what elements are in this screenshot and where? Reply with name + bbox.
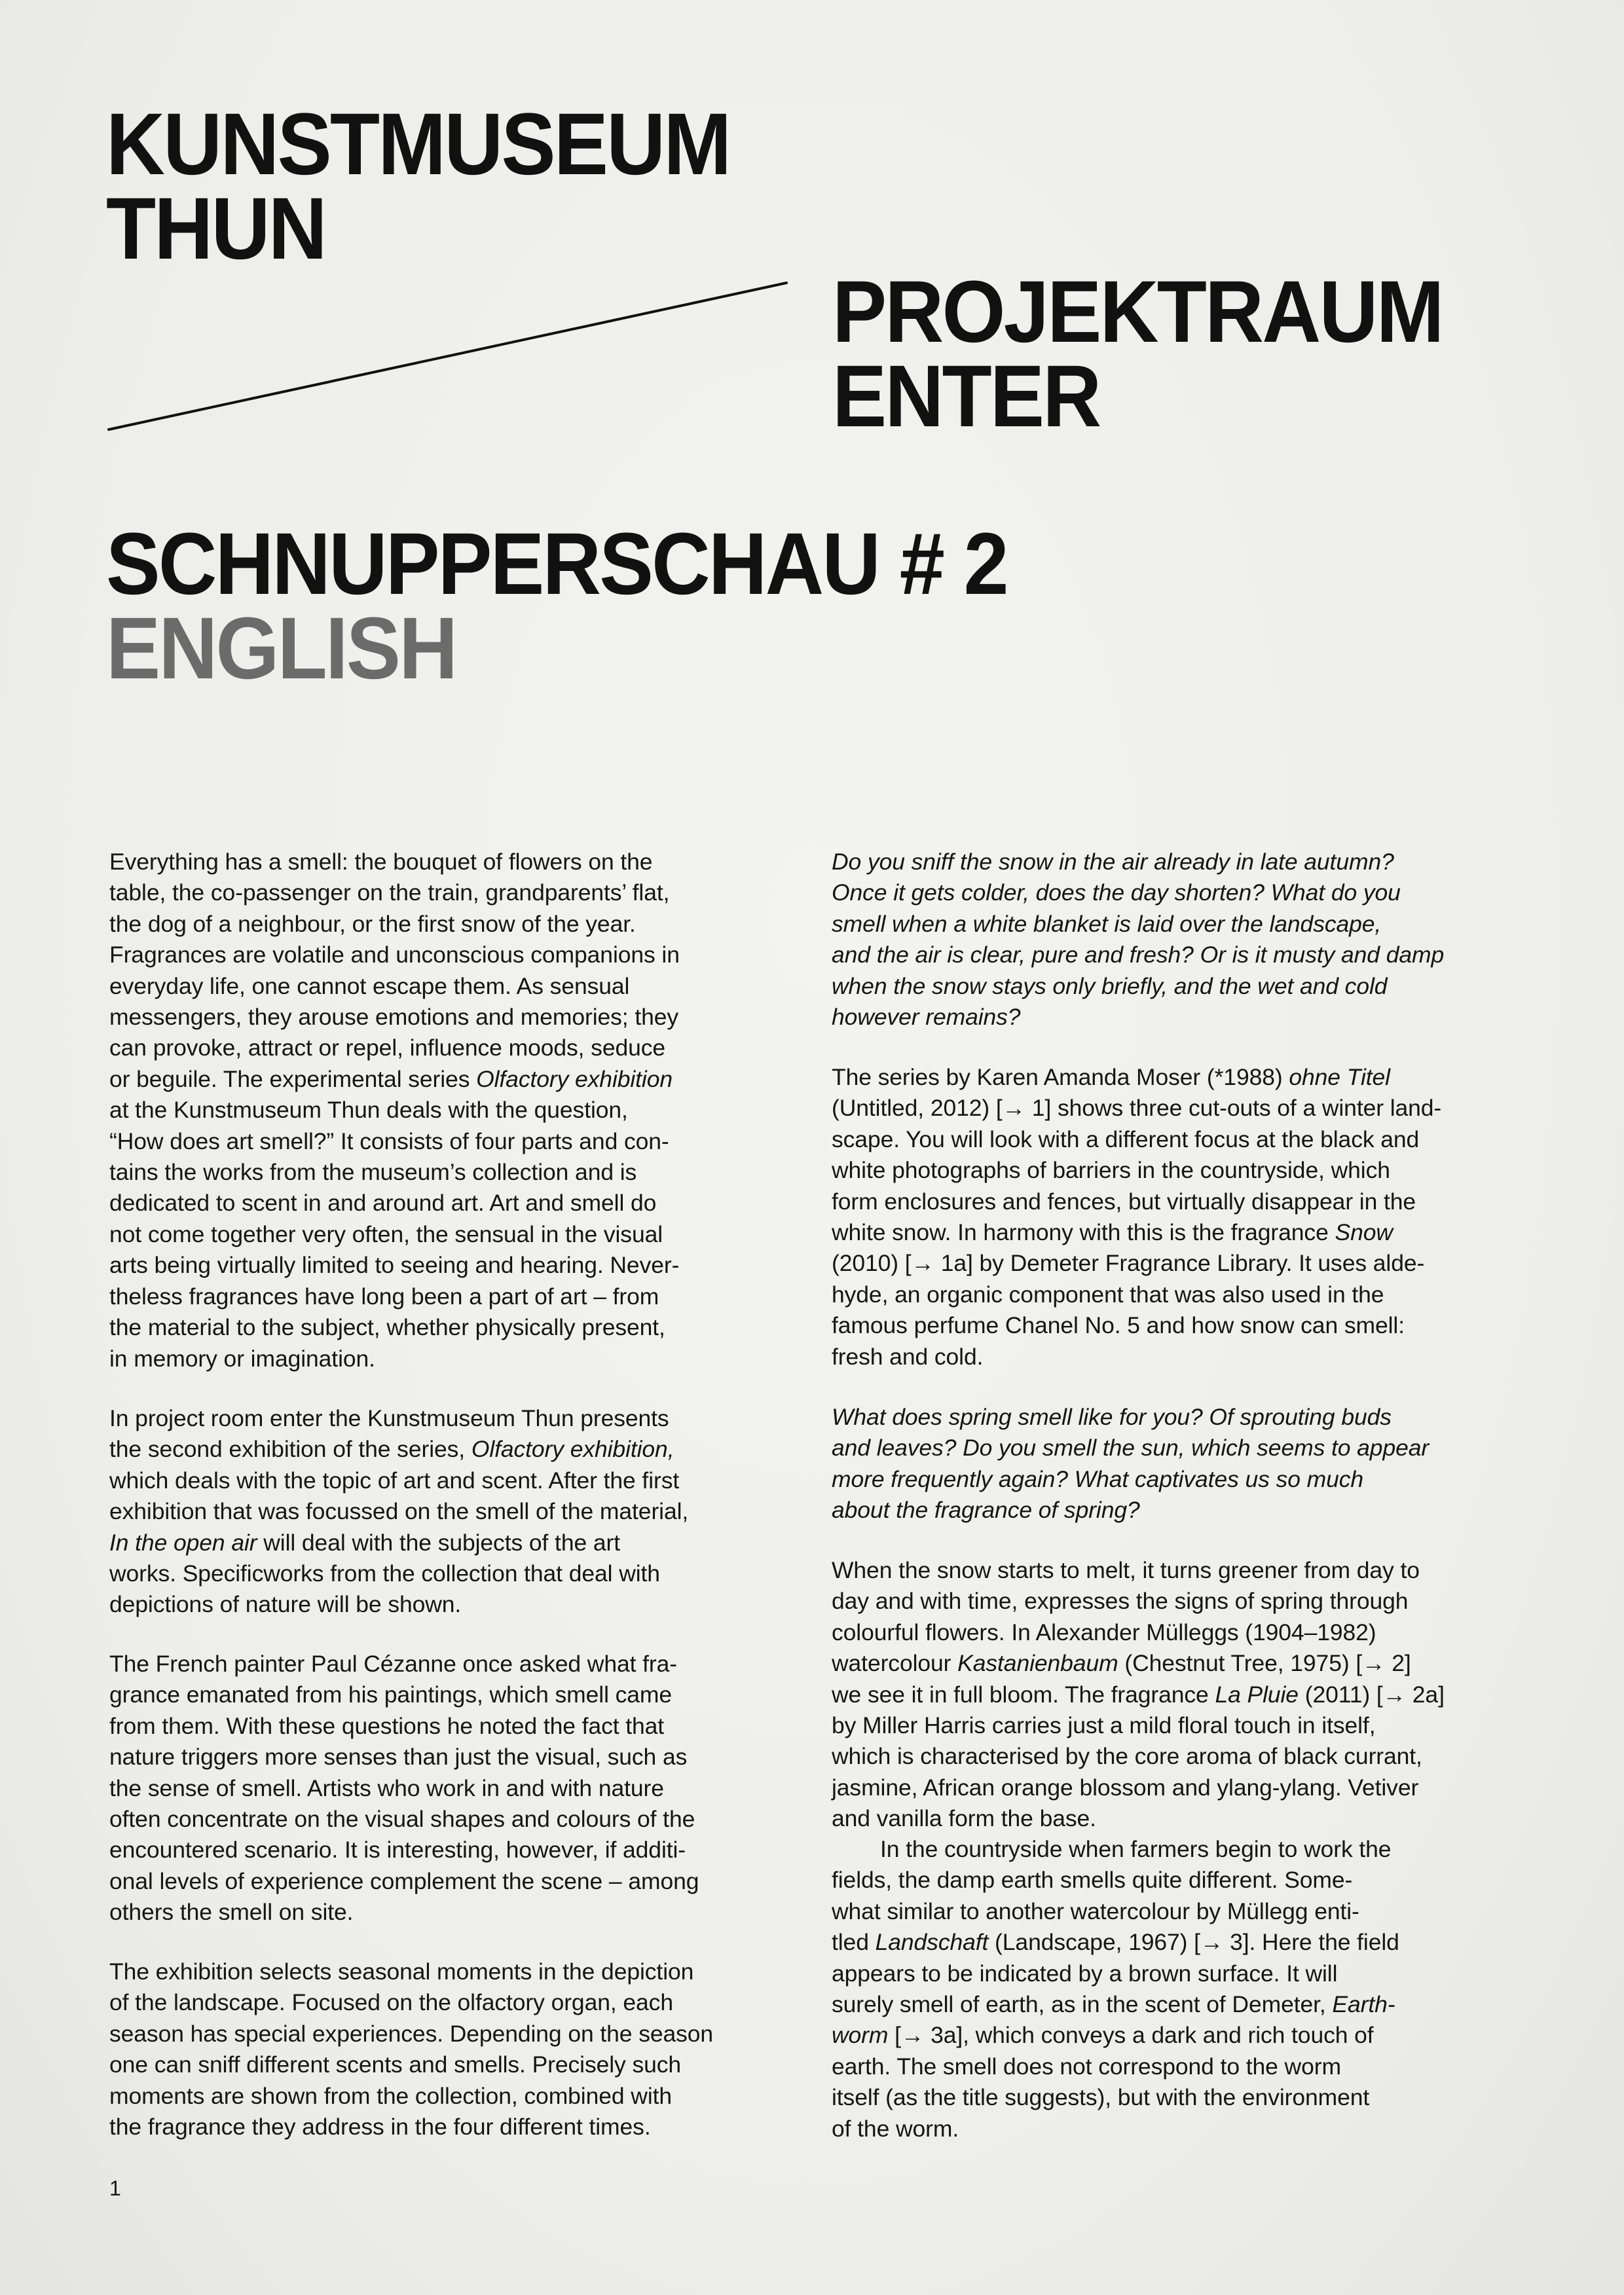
text-line: appears to be indicated by a brown surface. It will xyxy=(832,1960,1338,1987)
text-line: (2010) [→ 1a] by Demeter Fragrance Library. It uses alde- xyxy=(832,1250,1425,1277)
text-line: works. Specificworks from the collection that deal with xyxy=(109,1560,660,1587)
text-line: white snow. In harmony with this is the fragrance Snow xyxy=(832,1219,1393,1246)
text-line: what similar to another watercolour by Müllegg enti- xyxy=(832,1898,1359,1924)
text-line: others the smell on site. xyxy=(109,1899,354,1926)
left-paragraph-3 xyxy=(109,1649,699,1928)
text-line: and leaves? Do you smell the sun, which seems to appear xyxy=(832,1435,1430,1461)
text-line: from them. With these questions he noted the fact that xyxy=(109,1712,665,1739)
left-paragraph-4 xyxy=(109,1956,713,2142)
right-paragraph-4 xyxy=(832,1555,1445,1835)
text-line: moments are shown from the collection, combined with xyxy=(109,2082,673,2109)
text-line: fresh and cold. xyxy=(832,1343,984,1370)
text-line: and vanilla form the base. xyxy=(832,1805,1096,1832)
text-line: season has special experiences. Depending on the season xyxy=(109,2020,714,2047)
right-paragraph-3-spring-questions xyxy=(832,1402,1429,1526)
language-heading: ENGLISH xyxy=(106,600,456,697)
text-line: In the countryside when farmers begin to work the xyxy=(880,1836,1392,1862)
text-line: theless fragrances have long been a part of art – from xyxy=(109,1283,659,1310)
text-line: the second exhibition of the series, Olfactory exhibition, xyxy=(109,1436,674,1463)
museum-name-heading xyxy=(106,96,730,278)
diagonal-line xyxy=(109,283,786,430)
text-line: Once it gets colder, does the day shorten? What do you xyxy=(832,879,1401,906)
text-line: not come together very often, the sensual in the visual xyxy=(109,1221,663,1247)
text-line: the fragrance they address in the four different times. xyxy=(109,2114,651,2140)
italic-title: Olfactory exhibition, xyxy=(471,1436,674,1463)
exhibition-title: SCHNUPPERSCHAU # 2 xyxy=(106,515,1007,613)
text-line: tains the works from the museum’s collection and is xyxy=(109,1159,637,1186)
text-line: white photographs of barriers in the countryside, which xyxy=(832,1157,1390,1184)
museum-name-line-1: KUNSTMUSEUM xyxy=(106,96,730,193)
text-line: of the worm. xyxy=(832,2115,959,2142)
text-line: table, the co-passenger on the train, grandparents’ flat, xyxy=(109,879,670,906)
text-line: In project room enter the Kunstmuseum Thun presents xyxy=(109,1405,669,1431)
text-line: the material to the subject, whether physically present, xyxy=(109,1314,665,1341)
text-line: exhibition that was focussed on the smell of the material, xyxy=(109,1498,689,1525)
text-line: the dog of a neighbour, or the first snow of the year. xyxy=(109,910,636,937)
text-line: arts being virtually limited to seeing and hearing. Never- xyxy=(109,1252,680,1279)
text-line: scape. You will look with a different focus at the black and xyxy=(832,1126,1420,1152)
italic-title: La Pluie xyxy=(1215,1681,1299,1708)
museum-name-line-2: THUN xyxy=(106,180,325,278)
text-line: grance emanated from his paintings, which smell came xyxy=(109,1681,673,1708)
text-line: famous perfume Chanel No. 5 and how snow can smell: xyxy=(832,1312,1405,1339)
text-line: smell when a white blanket is laid over the landscape, xyxy=(832,910,1382,937)
text-line: one can sniff different scents and smells. Precisely such xyxy=(109,2051,682,2078)
text-line: jasmine, African orange blossom and ylang-ylang. Vetiver xyxy=(832,1774,1419,1801)
right-paragraph-2 xyxy=(832,1062,1441,1372)
text-line: and the air is clear, pure and fresh? Or is it musty and damp xyxy=(832,942,1445,968)
italic-title: In the open air xyxy=(109,1529,257,1556)
text-line: In the open air will deal with the subjects of the art xyxy=(109,1529,620,1556)
text-line: form enclosures and fences, but virtually disappear in the xyxy=(832,1188,1416,1215)
text-line: fields, the damp earth smells quite different. Some- xyxy=(832,1867,1353,1894)
text-line: nature triggers more senses than just the visual, such as xyxy=(109,1744,688,1771)
text-line: itself (as the title suggests), but with the environment xyxy=(832,2084,1370,2111)
text-line: day and with time, expresses the signs of spring through xyxy=(832,1588,1409,1615)
text-line: colourful flowers. In Alexander Mülleggs (1904–1982) xyxy=(832,1619,1376,1645)
text-line: worm [→ 3a], which conveys a dark and rich touch of xyxy=(832,2022,1374,2049)
text-line: The exhibition selects seasonal moments in the depiction xyxy=(109,1958,694,1985)
text-line: when the snow stays only briefly, and the wet and cold xyxy=(832,972,1388,999)
left-paragraph-1 xyxy=(109,847,680,1374)
text-line: The French painter Paul Cézanne once asked what fra- xyxy=(109,1651,678,1677)
project-room-line-1: PROJEKTRAUM xyxy=(832,263,1443,361)
text-line: The series by Karen Amanda Moser (*1988) ohne Titel xyxy=(832,1064,1390,1090)
text-line: Do you sniff the snow in the air already in late autumn? xyxy=(832,849,1394,875)
text-line: tled Landschaft (Landscape, 1967) [→ 3]. Here the field xyxy=(832,1929,1399,1956)
text-line: about the fragrance of spring? xyxy=(832,1497,1140,1524)
text-line: Everything has a smell: the bouquet of flowers on the xyxy=(109,849,653,875)
text-line: depictions of nature will be shown. xyxy=(109,1591,462,1618)
text-line: we see it in full bloom. The fragrance La Pluie (2011) [→ 2a] xyxy=(832,1681,1445,1708)
text-line: often concentrate on the visual shapes and colours of the xyxy=(109,1806,695,1833)
text-line: (Untitled, 2012) [→ 1] shows three cut-outs of a winter land- xyxy=(832,1095,1442,1122)
text-line: however remains? xyxy=(832,1004,1021,1031)
text-line: encountered scenario. It is interesting, however, if additi- xyxy=(109,1837,686,1864)
text-line: everyday life, one cannot escape them. As sensual xyxy=(109,972,630,999)
project-room-line-2: ENTER xyxy=(832,348,1100,445)
text-line: messengers, they arouse emotions and memories; they xyxy=(109,1004,679,1031)
italic-title: ohne Titel xyxy=(1289,1064,1390,1090)
text-line: in memory or imagination. xyxy=(109,1345,375,1372)
text-line: the sense of smell. Artists who work in and with nature xyxy=(109,1774,664,1801)
text-line: which is characterised by the core aroma of black currant, xyxy=(832,1743,1422,1770)
italic-title: worm xyxy=(832,2022,889,2049)
italic-title: Snow xyxy=(1335,1219,1393,1246)
text-line: dedicated to scent in and around art. Art and smell do xyxy=(109,1190,657,1217)
text-line: What does spring smell like for you? Of sprouting buds xyxy=(832,1404,1392,1430)
page-number: 1 xyxy=(109,2176,121,2200)
text-line: surely smell of earth, as in the scent of Demeter, Earth- xyxy=(832,1991,1395,2018)
right-paragraph-5 xyxy=(832,1834,1399,2144)
text-line: which deals with the topic of art and scent. After the first xyxy=(109,1467,680,1494)
text-line: or beguile. The experimental series Olfactory exhibition xyxy=(109,1065,673,1092)
right-paragraph-1-winter-questions xyxy=(832,847,1444,1033)
text-line: hyde, an organic component that was also used in the xyxy=(832,1281,1384,1308)
left-paragraph-2 xyxy=(109,1403,688,1621)
text-line: watercolour Kastanienbaum (Chestnut Tree, 1975) [→ 2] xyxy=(832,1650,1411,1677)
text-line: can provoke, attract or repel, influence moods, seduce xyxy=(109,1035,666,1061)
project-room-heading xyxy=(832,263,1443,445)
italic-title: Kastanienbaum xyxy=(957,1650,1118,1677)
text-line: “How does art smell?” It consists of four parts and con- xyxy=(109,1128,669,1154)
italic-title: Earth- xyxy=(1332,1991,1395,2018)
text-line: at the Kunstmuseum Thun deals with the question, xyxy=(109,1097,628,1124)
italic-title: Landschaft xyxy=(875,1929,989,1956)
text-line: by Miller Harris carries just a mild floral touch in itself, xyxy=(832,1712,1376,1739)
text-line: of the landscape. Focused on the olfactory organ, each xyxy=(109,1989,673,2016)
text-line: Fragrances are volatile and unconscious companions in xyxy=(109,942,680,968)
text-line: more frequently again? What captivates us so much xyxy=(832,1465,1364,1492)
text-line: earth. The smell does not correspond to the worm xyxy=(832,2053,1341,2080)
italic-title: Olfactory exhibition xyxy=(476,1065,673,1092)
text-line: onal levels of experience complement the scene – among xyxy=(109,1867,699,1894)
text-line: When the snow starts to melt, it turns greener from day to xyxy=(832,1557,1420,1583)
